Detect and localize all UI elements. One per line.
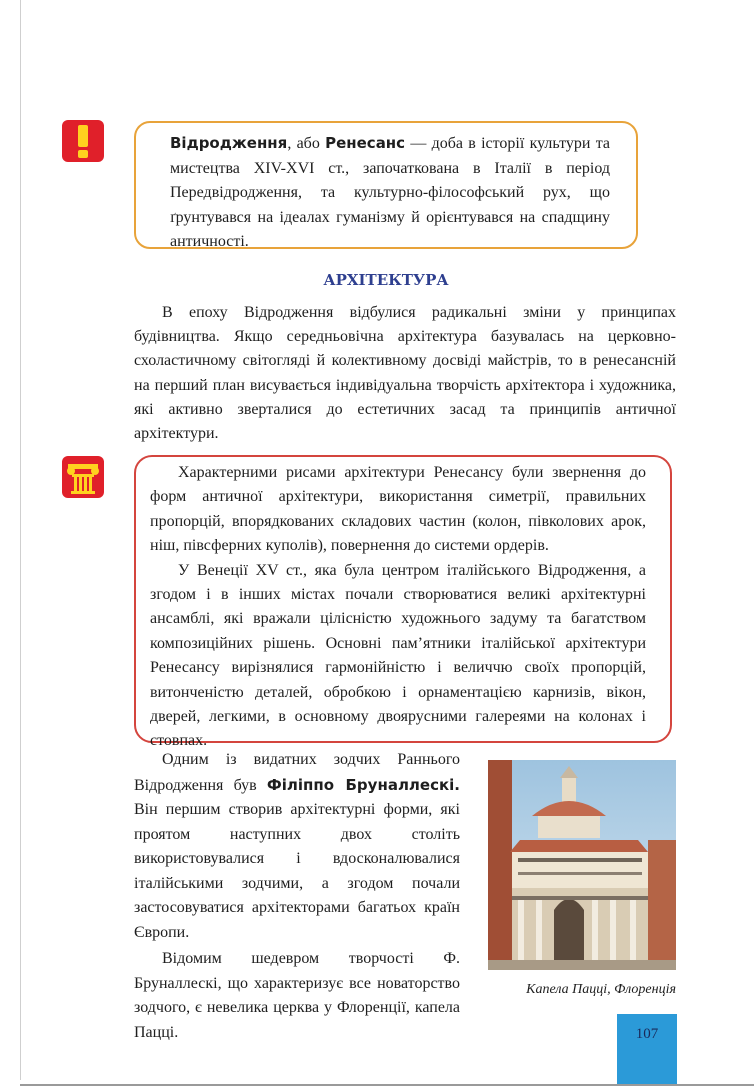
definition-text: — доба в історії культури та мистецтва XIV-XVI ст., започаткована в Італії в період Передвідродження, та культурно-філософський рух, що ґрунтувався на ідеалах гуманізму й орієнтувався на спадщину античності.: [170, 135, 610, 250]
architect-name: Філіппо Бруналлескі.: [266, 775, 460, 794]
page-edge-line: [20, 0, 21, 1080]
page-bottom-line: [20, 1084, 754, 1086]
intro-paragraph: В епоху Відродження відбулися радикальні зміни у принципах будівництва. Якщо середньовічна архітектура базувалась на церковно-схоластичному світогляді й колективному досвіді майстрів, то в ренесансній на перший план висувається індивідуальна творчість архітектора і художника, які активно зверталися до естетичних засад та принципів античної архітектури.: [134, 304, 676, 443]
pazzi-chapel-photo: [488, 760, 676, 970]
term-renaissance-1: Відродження: [170, 134, 288, 152]
brunelleschi-paragraph-2: Відомим шедевром творчості Ф. Бруналлескі, що характеризує все новаторство зодчого, є невелика церква у Флоренції, капела Пацці.: [134, 950, 460, 1041]
p1-end: Він першим створив архітектурні форми, які проятом наступних двох століть використовувалися і вдосконалювалися італійськими зодчими, а згодом почали застосовуватися архітекторами багатьох країн Європи.: [134, 801, 460, 941]
definition-box: [134, 121, 638, 249]
p1-start: Одним із видатних зодчих Раннього Відродження був: [134, 751, 460, 794]
page-number-tab: [617, 1014, 677, 1086]
architecture-features-box: [134, 455, 672, 750]
brunelleschi-paragraph-1: [134, 748, 460, 945]
term-connector: , або: [287, 135, 326, 152]
section-title: АРХІТЕКТУРА: [323, 271, 449, 289]
page-number: 107: [635, 1026, 659, 1042]
architecture-paragraph-2: У Венеції XV ст., яка була центром італійського Відродження, а згодом і в інших містах почали створюватися великі архітектурні ансамблі, які вражали цілісністю художнього задуму та багатством композиційних рішень. Основні пам’ятники італійської архітектури Ренесансу вирізнялися гармонійністю і величчю своїх пропорцій, витонченістю деталей, обробкою і орнаментацією карнизів, вікон, дверей, легкими, в основному двоярусними галереями на колонах і стовпах.: [150, 561, 646, 750]
ionic-column-icon: [62, 456, 104, 498]
architecture-paragraph-1: Характерними рисами архітектури Ренесансу були звернення до форм античної архітектури, використання симетрії, правильних пропорцій, впорядкованих складових частин (колон, півколових арок, ніш, півсферних куполів), повернення до системи ордерів.: [150, 464, 646, 555]
brunelleschi-text: [134, 748, 460, 1045]
photo-caption: Капела Пацці, Флоренція: [526, 982, 676, 997]
exclamation-icon: [62, 120, 104, 162]
term-renaissance-2: Ренесанс: [325, 134, 406, 152]
